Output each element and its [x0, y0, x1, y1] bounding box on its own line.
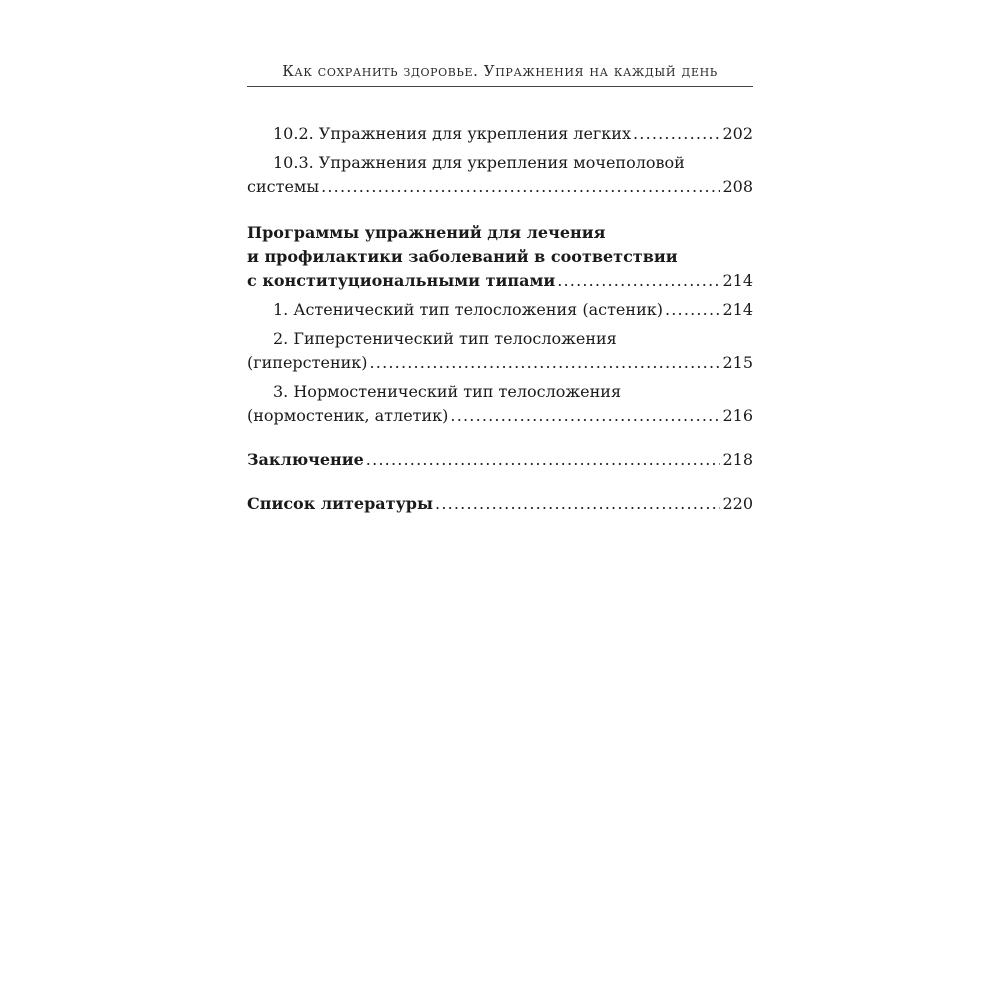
toc-entry-hypersthenic[interactable]	[247, 327, 753, 375]
toc-entry-title-line: 2. Гиперстенический тип телосложения	[273, 329, 617, 348]
toc-entry-title: Заключение	[247, 450, 364, 469]
toc-page-number: 214	[722, 300, 753, 319]
dot-leader	[321, 175, 720, 199]
header-rule	[247, 86, 753, 87]
dot-leader	[366, 448, 721, 472]
dot-leader	[665, 298, 720, 322]
toc-page-number: 218	[722, 450, 753, 469]
dot-leader	[633, 122, 720, 146]
toc-page-number: 202	[722, 124, 753, 143]
dot-leader	[557, 269, 720, 293]
toc-page-number: 214	[722, 271, 753, 290]
running-head: Как сохранить здоровье. Упражнения на каждый день	[282, 62, 718, 80]
toc-entry-10-3[interactable]	[247, 151, 753, 199]
dot-leader	[450, 404, 720, 428]
toc-entry-title: (нормостеник, атлетик)	[247, 406, 449, 425]
dot-leader	[370, 351, 721, 375]
toc-entry-title: Список литературы	[247, 494, 434, 513]
toc-entry-normosthenic[interactable]	[247, 380, 753, 428]
toc-entry-asthenic[interactable]	[247, 298, 753, 322]
toc-page-number: 216	[722, 406, 753, 425]
toc-entry-title: 1. Астенический тип телосложения (астеник)	[273, 300, 663, 319]
toc-entry-conclusion[interactable]	[247, 448, 753, 472]
dot-leader	[435, 492, 720, 516]
toc-page-number: 208	[722, 177, 753, 196]
toc-page-number: 220	[722, 494, 753, 513]
toc-entry-title-line: 10.3. Упражнения для укрепления мочеполовой	[273, 153, 685, 172]
toc-entry-title-line: 3. Нормостенический тип телосложения	[273, 382, 622, 401]
toc-entry-title: 10.2. Упражнения для укрепления легких	[273, 124, 631, 143]
toc-entry-title: системы	[247, 177, 320, 196]
toc-entry-title: (гиперстеник)	[247, 353, 368, 372]
toc-entry-title-line: и профилактики заболеваний в соответствии	[247, 247, 678, 266]
table-of-contents	[247, 122, 753, 516]
toc-entry-10-2[interactable]	[247, 122, 753, 146]
toc-entry-references[interactable]	[247, 492, 753, 516]
toc-entry-programs[interactable]	[247, 221, 753, 293]
toc-entry-title: с конституциональными типами	[247, 271, 556, 290]
toc-entry-title-line: Программы упражнений для лечения	[247, 223, 606, 242]
toc-page-number: 215	[722, 353, 753, 372]
